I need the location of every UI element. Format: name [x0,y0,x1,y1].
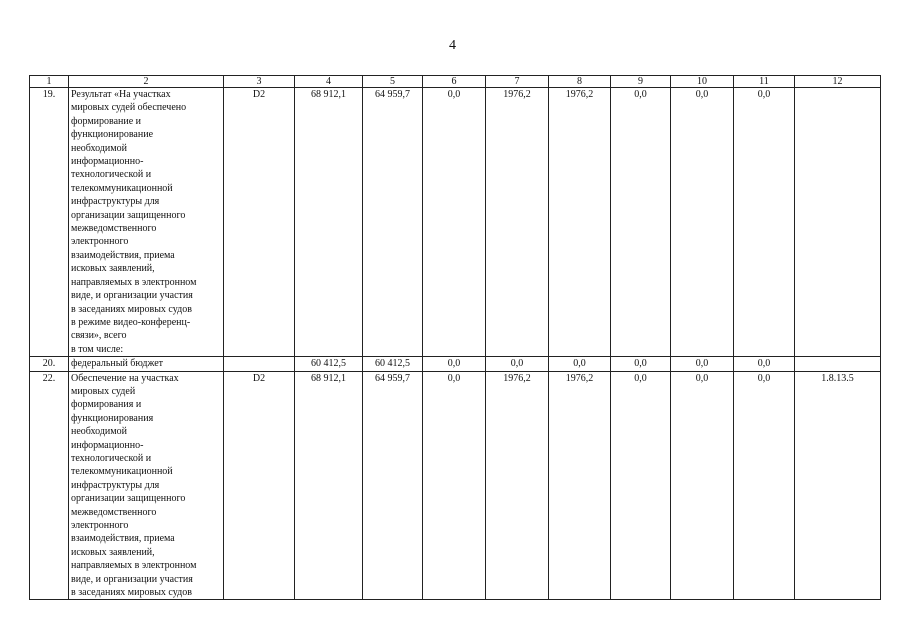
description-line: электронного [71,236,129,248]
cell-col-10: 0,0 [671,357,734,371]
column-header: 7 [486,76,549,88]
column-header: 1 [30,76,69,88]
description-line: федеральный бюджет [71,358,164,370]
description-line: функционирование [71,129,154,141]
description-line: формирования и [71,399,142,411]
description-line: телекоммуникационной [71,466,173,478]
description-line: межведомственного [71,506,157,518]
column-header: 10 [671,76,734,88]
description-line: исковых заявлений, [71,546,155,558]
cell-col-12: 1.8.13.5 [795,371,881,600]
cell-col-9: 0,0 [611,88,671,357]
description-line: функционирования [71,412,154,424]
cell-col-7: 0,0 [486,357,549,371]
description-line: мировых судей [71,385,136,397]
cell-col-5: 60 412,5 [363,357,423,371]
cell-col-11: 0,0 [734,88,795,357]
description-line: виде, и организации участия [71,290,193,302]
column-header: 9 [611,76,671,88]
page-number: 4 [449,38,456,53]
description-line: организации защищенного [71,493,186,505]
description-line: в заседаниях мировых судов [71,587,192,599]
description-line: взаимодействия, приема [71,249,175,261]
description-line: организации защищенного [71,209,186,221]
cell-col-10: 0,0 [671,371,734,600]
description-line: формирование и [71,115,142,127]
description-line: информационно- [71,439,144,451]
description-line: технологической и [71,169,152,181]
column-header: 6 [423,76,486,88]
cell-col-7: 1976,2 [486,88,549,357]
column-header: 11 [734,76,795,88]
cell-col-9: 0,0 [611,357,671,371]
row-code: D2 [224,371,295,600]
description-line: в заседаниях мировых судов [71,303,192,315]
cell-col-4: 68 912,1 [295,88,363,357]
cell-col-6: 0,0 [423,357,486,371]
cell-col-4: 60 412,5 [295,357,363,371]
description-line: информационно- [71,156,144,168]
cell-col-9: 0,0 [611,371,671,600]
description-line: направляемых в электронном [71,276,197,288]
row-description [69,371,224,600]
description-line: в том числе: [71,343,124,355]
cell-col-11: 0,0 [734,371,795,600]
row-description [69,88,224,357]
row-number: 19. [30,88,69,357]
row-number: 22. [30,371,69,600]
description-line: мировых судей обеспечено [71,102,187,114]
description-line: инфраструктуры для [71,196,160,208]
cell-col-11: 0,0 [734,357,795,371]
description-line: необходимой [71,142,127,154]
description-line: Результат «На участках [71,89,171,100]
description-line: телекоммуникационной [71,182,173,194]
cell-col-10: 0,0 [671,88,734,357]
cell-col-8: 1976,2 [549,88,611,357]
cell-col-5: 64 959,7 [363,371,423,600]
table-header-row [30,76,881,88]
description-line: технологической и [71,452,152,464]
table-row [30,371,881,600]
budget-table [29,75,881,600]
row-number: 20. [30,357,69,371]
description-line: исковых заявлений, [71,263,155,275]
cell-col-5: 64 959,7 [363,88,423,357]
description-line: взаимодействия, приема [71,533,175,545]
cell-col-8: 1976,2 [549,371,611,600]
column-header: 3 [224,76,295,88]
row-code [224,357,295,371]
column-header: 8 [549,76,611,88]
table-row [30,357,881,371]
description-line: направляемых в электронном [71,560,197,572]
description-line: Обеспечение на участках [71,372,179,384]
column-header: 4 [295,76,363,88]
description-line: виде, и организации участия [71,573,193,585]
description-line: в режиме видео-конференц- [71,316,191,328]
column-header: 2 [69,76,224,88]
cell-col-6: 0,0 [423,371,486,600]
description-line: связи», всего [71,330,127,342]
description-line: межведомственного [71,223,157,235]
cell-col-4: 68 912,1 [295,371,363,600]
description-line: необходимой [71,426,127,438]
description-line: инфраструктуры для [71,479,160,491]
column-header: 12 [795,76,881,88]
cell-col-7: 1976,2 [486,371,549,600]
cell-col-12 [795,88,881,357]
cell-col-6: 0,0 [423,88,486,357]
table-row [30,88,881,357]
description-line: электронного [71,520,129,531]
cell-col-12 [795,357,881,371]
column-header: 5 [363,76,423,88]
row-description [69,357,224,371]
row-code: D2 [224,88,295,357]
cell-col-8: 0,0 [549,357,611,371]
